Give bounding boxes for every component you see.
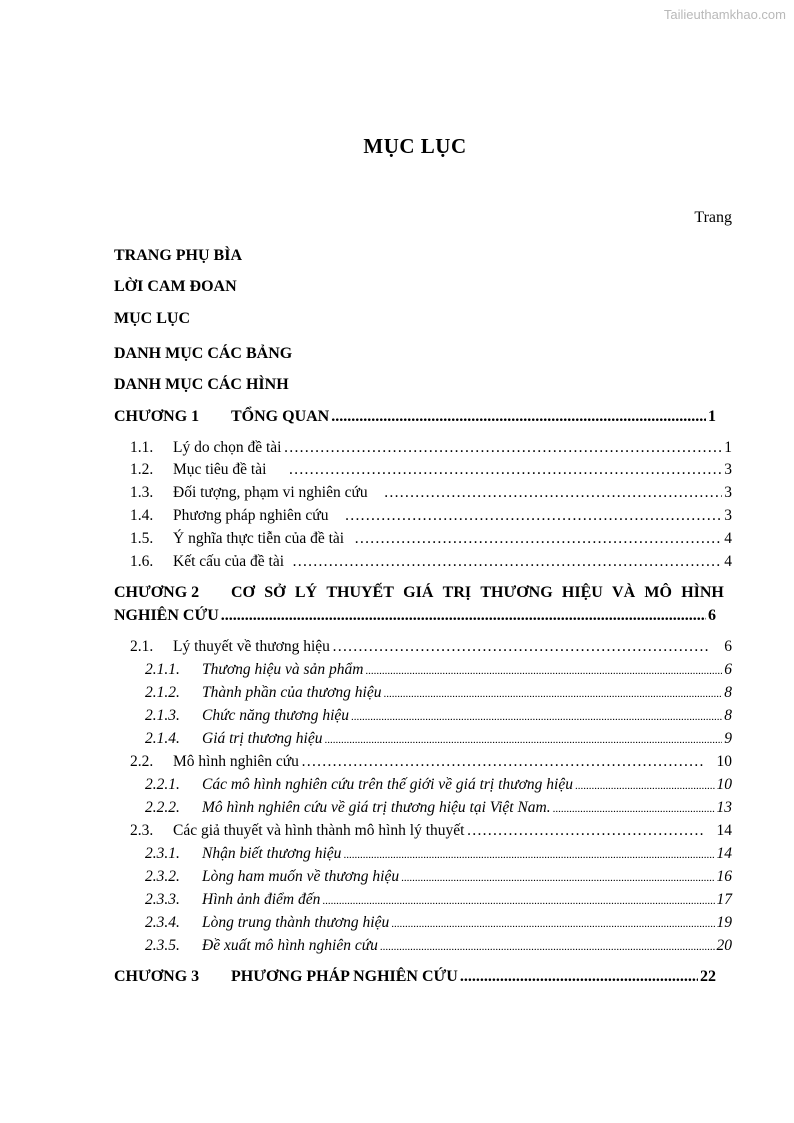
leader-dots (391, 918, 714, 930)
page-number: 8 (724, 684, 732, 701)
front-matter-declaration: LỜI CAM ĐOAN (114, 278, 237, 295)
page-number: 6 (724, 638, 732, 655)
section-number: 1.3. (130, 484, 154, 501)
subsection-title: Lòng ham muốn về thương hiệu (202, 868, 400, 885)
section-title: Lý do chọn đề tài (173, 439, 282, 456)
leader-dots (384, 484, 723, 502)
page-number: 4 (724, 530, 732, 547)
front-matter-toc: MỤC LỤC (114, 310, 190, 327)
leader-dots (332, 638, 710, 656)
leader-dots (380, 941, 715, 953)
leader-dots (383, 688, 722, 700)
section-title: Kết cấu của đề tài (173, 553, 285, 570)
subsection-number: 2.3.3. (145, 891, 180, 908)
leader-dots (344, 507, 722, 525)
toc-subsection (145, 684, 732, 702)
page-number: 14 (716, 845, 732, 862)
toc-subsection (145, 868, 732, 886)
title-word: HIỆU (561, 584, 603, 601)
leader-dots (365, 665, 722, 677)
leader-dots (575, 780, 715, 792)
toc-subsection (145, 914, 732, 932)
page-number: 9 (724, 730, 732, 747)
toc-subsection (145, 776, 732, 794)
toc-section (130, 439, 732, 457)
toc-chapter-2 (114, 584, 724, 602)
page-number: 22 (700, 968, 716, 985)
title-word: VÀ (612, 584, 636, 601)
leader-dots (325, 734, 723, 746)
front-matter-figures: DANH MỤC CÁC HÌNH (114, 376, 289, 393)
page-number: 20 (716, 937, 732, 954)
subsection-title: Thành phần của thương hiệu (202, 684, 382, 701)
toc-subsection (145, 799, 732, 817)
section-number: 1.1. (130, 439, 154, 456)
page-number: 14 (716, 822, 732, 839)
section-number: 1.2. (130, 461, 154, 478)
section-title: Ý nghĩa thực tiễn của đề tài (173, 530, 345, 547)
page-number: 13 (716, 799, 732, 816)
section-title: Phương pháp nghiên cứu (173, 507, 329, 524)
subsection-title: Thương hiệu và sản phẩm (202, 661, 364, 678)
page-number: 6 (724, 661, 732, 678)
title-word: GIÁ (403, 584, 434, 601)
title-word: HÌNH (681, 584, 724, 601)
subsection-title: Đề xuất mô hình nghiên cứu (202, 937, 378, 954)
leader-dots (322, 895, 714, 907)
subsection-title: Giá trị thương hiệu (202, 730, 323, 747)
section-title: Đối tượng, phạm vi nghiên cứu (173, 484, 368, 501)
page-number: 3 (724, 484, 732, 501)
subsection-number: 2.2.1. (145, 776, 180, 793)
toc-subsection (145, 661, 732, 679)
toc-chapter-1 (114, 408, 716, 426)
toc-section (130, 753, 732, 771)
page-number: 16 (716, 868, 732, 885)
subsection-number: 2.2.2. (145, 799, 180, 816)
section-number: 1.5. (130, 530, 154, 547)
toc-subsection (145, 937, 732, 955)
page-number: 10 (716, 776, 732, 793)
chapter-title-line2: NGHIÊN CỨU (114, 607, 219, 624)
section-number: 2.1. (130, 638, 154, 655)
section-number: 1.6. (130, 553, 154, 570)
title-word: THƯƠNG (480, 584, 553, 601)
front-matter-tables: DANH MỤC CÁC BẢNG (114, 345, 293, 362)
subsection-title: Mô hình nghiên cứu về giá trị thương hiệu tại Việt Nam. (202, 799, 551, 816)
watermark: Tailieuthamkhao.com (663, 7, 786, 22)
page-column-header: Trang (694, 209, 732, 226)
leader-dots (354, 530, 722, 548)
subsection-number: 2.1.3. (145, 707, 180, 724)
chapter-number: CHƯƠNG 3 (114, 968, 200, 985)
subsection-number: 2.1.1. (145, 661, 180, 678)
toc-chapter-3 (114, 968, 716, 986)
toc-section (130, 638, 732, 656)
chapter-number: CHƯƠNG 2 (114, 584, 200, 601)
leader-dots (221, 607, 706, 625)
front-matter-cover: TRANG PHỤ BÌA (114, 247, 243, 264)
page-number: 19 (716, 914, 732, 931)
subsection-number: 2.3.5. (145, 937, 180, 954)
subsection-title: Lòng trung thành thương hiệu (202, 914, 390, 931)
toc-section (130, 507, 732, 525)
title-word: SỞ (264, 584, 286, 601)
page-title: MỤC LỤC (363, 134, 467, 158)
leader-dots (401, 872, 714, 884)
leader-dots (331, 408, 706, 426)
subsection-title: Nhận biết thương hiệu (202, 845, 342, 862)
leader-dots (351, 711, 722, 723)
leader-dots (553, 803, 715, 815)
toc-section (130, 822, 732, 840)
title-word: CƠ (231, 584, 255, 601)
toc-section (130, 553, 732, 571)
page-number: 4 (724, 553, 732, 570)
page-number: 8 (724, 707, 732, 724)
page-number: 6 (708, 607, 716, 624)
leader-dots (288, 461, 722, 479)
subsection-title: Chức năng thương hiệu (202, 707, 350, 724)
chapter-number: CHƯƠNG 1 (114, 408, 200, 425)
subsection-title: Hình ảnh điểm đến (202, 891, 321, 908)
leader-dots (466, 822, 702, 840)
subsection-number: 2.3.2. (145, 868, 180, 885)
page-number: 17 (716, 891, 732, 908)
page-number: 3 (724, 461, 732, 478)
chapter-title: TỔNG QUAN (231, 408, 330, 425)
subsection-number: 2.1.4. (145, 730, 180, 747)
page-number: 3 (724, 507, 732, 524)
subsection-number: 2.3.4. (145, 914, 180, 931)
section-title: Mô hình nghiên cứu (173, 753, 299, 770)
section-number: 2.3. (130, 822, 154, 839)
leader-dots (283, 439, 722, 457)
subsection-title: Các mô hình nghiên cứu trên thế giới về giá trị thương hiệu (202, 776, 573, 793)
section-title: Mục tiêu đề tài (173, 461, 267, 478)
title-word: LÝ (294, 584, 318, 601)
chapter-title-line1 (231, 584, 724, 602)
page-number: 10 (716, 753, 732, 770)
title-word: TRỊ (442, 584, 472, 601)
section-number: 2.2. (130, 753, 154, 770)
toc-section (130, 461, 732, 479)
section-title: Lý thuyết về thương hiệu (173, 638, 330, 655)
chapter-title: PHƯƠNG PHÁP NGHIÊN CỨU (231, 968, 458, 985)
page-number: 1 (724, 439, 732, 456)
page-number: 1 (708, 408, 716, 425)
toc-subsection (145, 845, 732, 863)
title-word: MÔ (644, 584, 672, 601)
toc-subsection (145, 891, 732, 909)
leader-dots (292, 553, 722, 571)
leader-dots (301, 753, 703, 771)
title-word: THUYẾT (326, 584, 394, 601)
toc-subsection (145, 730, 732, 748)
toc-section (130, 484, 732, 502)
section-number: 1.4. (130, 507, 154, 524)
toc-chapter-2-continued (114, 607, 716, 625)
leader-dots (460, 968, 698, 986)
leader-dots (343, 849, 714, 861)
subsection-number: 2.1.2. (145, 684, 180, 701)
toc-subsection (145, 707, 732, 725)
section-title: Các giả thuyết và hình thành mô hình lý thuyết (173, 822, 465, 839)
toc-section (130, 530, 732, 548)
subsection-number: 2.3.1. (145, 845, 180, 862)
